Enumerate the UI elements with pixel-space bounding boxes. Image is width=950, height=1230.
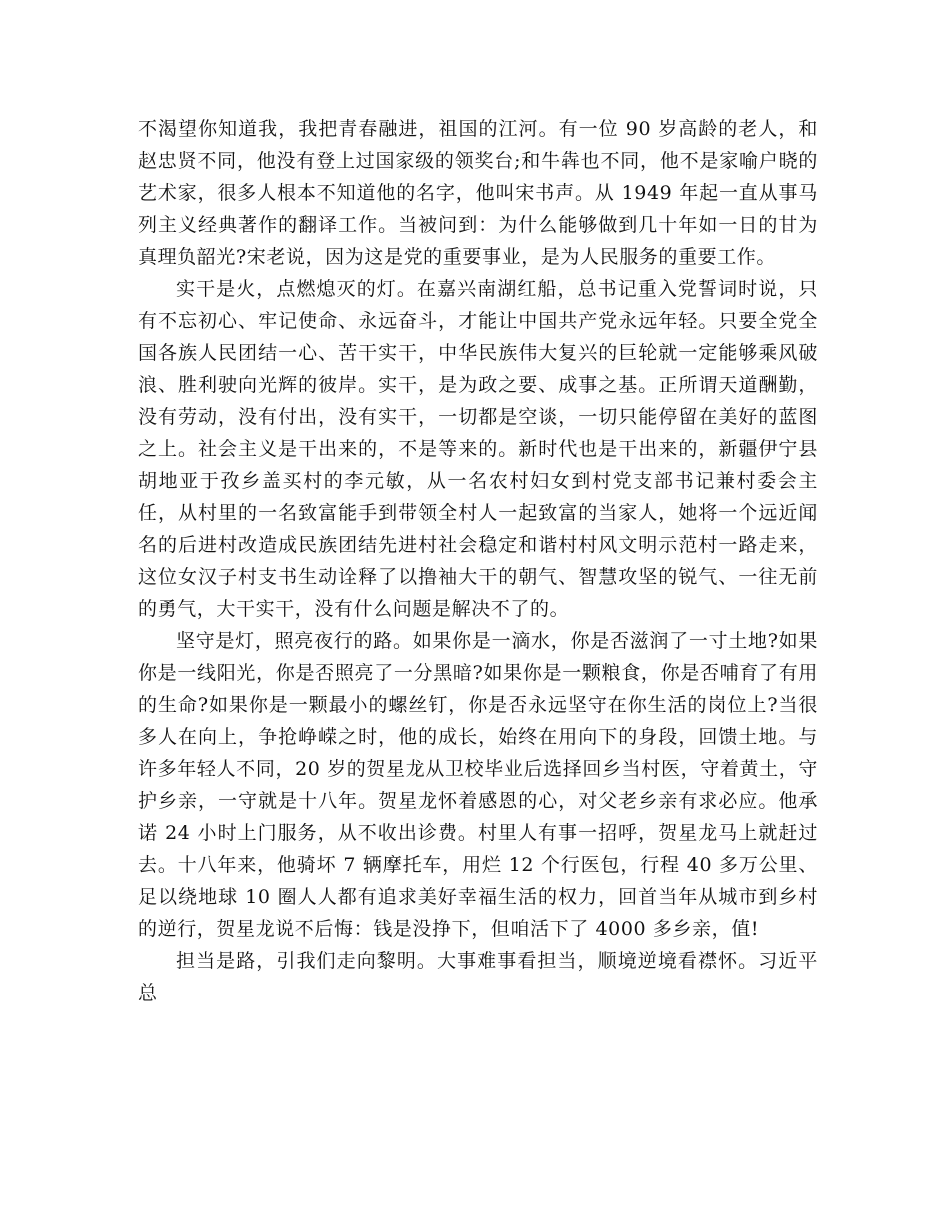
paragraph-2: 实干是火，点燃熄灭的灯。在嘉兴南湖红船，总书记重入党誓词时说，只有不忘初心、牢记使命、永远奋斗，才能让中国共产党永远年轻。只要全党全国各族人民团结一心、苦干实干，中华民族伟大复兴的巨轮就一定能够乘风破浪、胜利驶向光辉的彼岸。实干，是为政之要、成事之基。正所谓天道酬勤，没有劳动，没有付出，没有实干，一切都是空谈，一切只能停留在美好的蓝图之上。社会主义是干出来的，不是等来的。新时代也是干出来的，新疆伊宁县胡地亚于孜乡盖买村的李元敏，从一名农村妇女到村党支部书记兼村委会主任，从村里的一名致富能手到带领全村人一起致富的当家人，她将一个远近闻名的后进村改造成民族团结先进村社会稳定和谐村村风文明示范村一路走来，这位女汉子村支书生动诠释了以撸袖大干的朝气、智慧攻坚的锐气、一往无前的勇气，大干实干，没有什么问题是解决不了的。 <box>138 278 818 620</box>
paragraph-3: 坚守是灯，照亮夜行的路。如果你是一滴水，你是否滋润了一寸土地?如果你是一线阳光，你是否照亮了一分黑暗?如果你是一颗粮食，你是否哺育了有用的生命?如果你是一颗最小的螺丝钉，你是否永远坚守在你生活的岗位上?当很多人在向上，争抢峥嵘之时，他的成长，始终在用向下的身段，回馈土地。与许多年轻人不同，20 岁的贺星龙从卫校毕业后选择回乡当村医，守着黄土，守护乡亲，一守就是十八年。贺星龙怀着感恩的心，对父老乡亲有求必应。他承诺 24 小时上门服务，从不收出诊费。村里人有事一招呼，贺星龙马上就赶过去。十八年来，他骑坏 7 辆摩托车，用烂 12 个行医包，行程 40 多万公里、足以绕地球 10 圈人人都有追求美好幸福生活的权力，回首当年从城市到乡村的逆行，贺星龙说不后悔：钱是没挣下，但咱活下了 4000 多乡亲，值! <box>138 630 818 940</box>
paragraph-4: 担当是路，引我们走向黎明。大事难事看担当，顺境逆境看襟怀。习近平总 <box>138 950 818 1004</box>
paragraph-1: 不渴望你知道我，我把青春融进，祖国的江河。有一位 90 岁高龄的老人，和赵忠贤不同，他没有登上过国家级的领奖台;和牛犇也不同，他不是家喻户晓的艺术家，很多人根本不知道他的名字，他叫宋书声。从 1949 年起一直从事马列主义经典著作的翻译工作。当被问到：为什么能够做到几十年如一日的甘为真理负韶光?宋老说，因为这是党的重要事业，是为人民服务的重要工作。 <box>138 118 818 268</box>
document-body <box>138 113 818 1009</box>
